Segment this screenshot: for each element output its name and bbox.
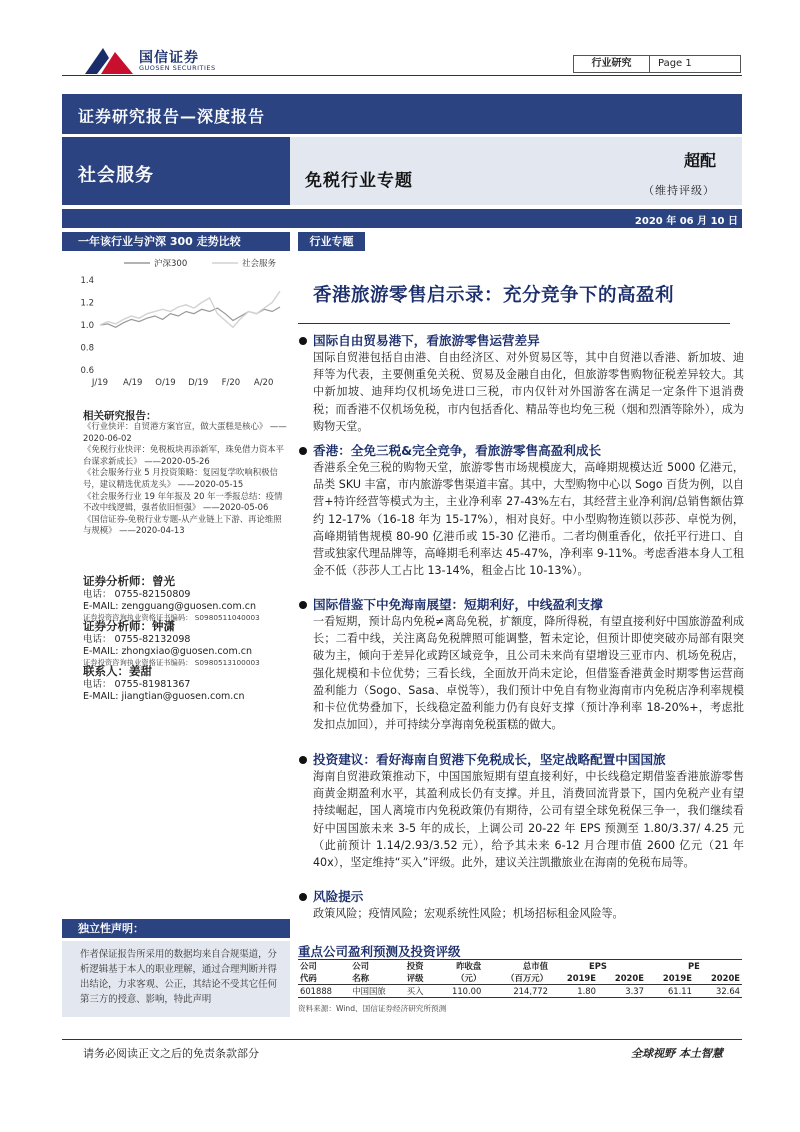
industry-topic-tag: 行业专题 — [298, 232, 365, 251]
table-cell: 中国国旅 — [352, 986, 386, 996]
section-heading: 国际自由贸易港下，看旅游零售运营差异 — [298, 332, 744, 349]
x-tick-label: J/19 — [91, 378, 109, 388]
related-report-item[interactable]: 《社会服务行业 19 年年报及 20 年一季报总结：疫情不改中线逻辑，强者依旧恒强》 ——2020-05-06 — [83, 490, 283, 513]
report-type-band — [62, 94, 742, 134]
footer-rule — [62, 1039, 742, 1040]
industry-name: 社会服务 — [78, 165, 154, 186]
section-investment-advice — [298, 751, 744, 871]
section-text: 香港系全免三税的购物天堂，旅游零售市场规模庞大，高峰期规模达近 5000 亿港元，品类 SKU 丰富，市内旅游零售渠道丰富。其中，大型购物中心以 Sogo 百货为例，以自营+特许经营等模式为主，主业净利率 27-43%左右，其经营主业净利润/总销售额估算约 12-17%（16-18 年为 15-17%），相对良好。中小型购物连锁以莎莎、卓悦为例，高峰期销售规模 80-90 亿港币或 15-30 亿港币。二者均侧重香化，依托平行进口、自营或独家代理品牌等，高峰期毛利率达 45-47%，净利率 9-11%。考虑香港本身人工租金不低（莎莎人工占比 13-14%，租金占比 10-13%）。 — [313, 461, 744, 578]
contact-heading: 联系人：姜甜 — [83, 664, 152, 678]
x-tick-label: D/19 — [188, 378, 209, 388]
logo-en-text: GUOSEN SECURITIES — [139, 64, 216, 72]
table-header-cell: 投资 — [406, 961, 424, 971]
header-section-box — [573, 55, 741, 73]
section-text: 政策风险；疫情风险；宏观系统性风险；机场招标租金风险等。 — [313, 907, 624, 920]
section-hainan-outlook — [298, 596, 744, 733]
table-header-cell: 总市值 — [522, 961, 548, 971]
report-date: 2020 年 06 月 10 日 — [634, 216, 738, 227]
y-tick-label: 1.0 — [80, 321, 94, 331]
related-report-item[interactable]: 《社会服务行业 5 月投资策略：复园复学吹响积极信号，建议精选优质龙头》 ——2020-05-15 — [83, 467, 278, 489]
section-heading: 香港：全免三税&完全竞争，看旅游零售高盈利成长 — [298, 442, 744, 459]
table-header-cell: 2020E — [614, 973, 644, 983]
header-section-label: 行业研究 — [574, 56, 650, 72]
contact-block — [83, 664, 293, 702]
analyst-email[interactable]: E-MAIL: zhongxiao@guosen.com.cn — [83, 645, 252, 657]
analyst-phone: 电话： 0755-82132098 — [83, 634, 191, 645]
analyst-phone: 电话： 0755-82150809 — [83, 589, 191, 600]
logo-cn-text: 国信证券 — [139, 50, 199, 66]
related-reports-title: 相关研究报告： — [83, 410, 157, 422]
y-tick-label: 0.6 — [80, 366, 94, 376]
legend-label: 社会服务 — [242, 259, 277, 269]
legend-label: 沪深300 — [154, 259, 188, 269]
table-header-cell: 昨收盘 — [456, 961, 482, 971]
section-risk — [298, 888, 744, 922]
section-text: 国际自贸港包括自由港、自由经济区、对外贸易区等，其中自贸港以香港、新加坡、迪拜等为代表，主要侧重免关税、贸易及金融自由化，但旅游零售购物征税差异较大。其中新加坡、迪拜均仅机场免进口三税，市内仅针对外国游客在满足一定条件下退消费税；而香港不仅机场免税，市内包括香化、精品等也均免三税（烟和烈酒等除外），成为购物天堂。 — [313, 351, 744, 433]
analyst-block — [83, 619, 293, 669]
table-title: 重点公司盈利预测及投资评级 — [298, 944, 461, 959]
related-reports-list — [83, 421, 289, 537]
forecast-table — [298, 959, 742, 998]
section-hong-kong — [298, 442, 744, 579]
table-header-cell: 公司 — [352, 961, 370, 971]
related-report-item[interactable]: 《免税行业快评：免税板块再添新军，珠免借力资本平台谋求新成长》 ——2020-05-26 — [83, 444, 284, 466]
series-line — [100, 291, 280, 327]
table-cell: 3.37 — [625, 986, 644, 996]
section-text: 海南自贸港政策推动下，中国国旅短期有望直接利好，中长线稳定期借鉴香港旅游零售商黄金期盈利水平，其盈利成长仍有支撑。并且，消费回流背景下，国内免税产业有望持续崛起，国人离境市内免税政策仍有期待，公司有望全球免税保三争一，我们继续看好中国国旅未来 3-5 年的成长，上调公司 20-22 年 EPS 预测至 1.80/3.37/ 4.25 元（此前预计 1.14/2.93/3.52 元），给予其未来 6-12 月合理市值 2600 亿元（21 年 40x），坚定维持“买入”评级。此外，建议关注凯撒旅业在海南的免税布局等。 — [313, 770, 744, 870]
y-tick-label: 1.4 — [80, 276, 94, 286]
table-cell: 61.11 — [667, 986, 692, 996]
table-header-row — [298, 960, 742, 973]
analyst-cert: 证券投资咨询执业资格证书编码： S0980511040003 — [83, 613, 260, 623]
table-header-row — [298, 972, 742, 985]
table-row — [298, 985, 742, 998]
main-title: 香港旅游零售启示录：充分竞争下的高盈利 — [313, 285, 675, 306]
x-tick-label: A/19 — [122, 378, 143, 388]
section-heading: 国际借鉴下中免海南展望：短期利好，中线盈利支撑 — [298, 596, 744, 613]
section-heading: 投资建议：看好海南自贸港下免税成长，坚定战略配置中国国旅 — [298, 751, 744, 768]
table-cell: 601888 — [300, 986, 332, 996]
table-header-cell: 2019E — [662, 973, 692, 983]
table-header-cell: （百万元） — [506, 973, 548, 983]
related-report-item[interactable]: 《行业快评：自贸港方案官宣，做大蛋糕是核心》 ——2020-06-02 — [83, 421, 287, 443]
table-cell: 买入 — [406, 986, 424, 996]
table-cell: 32.64 — [716, 986, 740, 996]
analyst-heading: 证券分析师：钟潇 — [83, 619, 175, 633]
header-rule — [62, 75, 742, 76]
footer-slogan: 全球视野 本土智慧 — [631, 1047, 723, 1060]
rating-value: 超配 — [684, 151, 717, 170]
rating-note: （维持评级） — [643, 184, 715, 197]
report-type: 证券研究报告—深度报告 — [78, 107, 266, 126]
table-cell: 1.80 — [577, 986, 596, 996]
declaration-title: 独立性声明： — [62, 919, 290, 938]
related-report-item[interactable]: 《国信证券-免税行业专题-从产业链上下游、再论维照与规模》 ——2020-04-13 — [83, 513, 282, 536]
section-heading: 风险提示 — [298, 888, 744, 905]
table-header-cell: 2019E — [566, 973, 596, 983]
y-tick-label: 1.2 — [80, 298, 94, 309]
chart-title: 一年该行业与沪深 300 走势比较 — [62, 232, 290, 251]
industry-band — [62, 137, 290, 205]
table-header-cell: 公司 — [300, 961, 317, 971]
section-text: 一看短期，预计岛内免税≠离岛免税，扩额度，降所得税，有望直接利好中国旅游盈利成长；二看中线，关注离岛免税牌照可能调整，暂未定论，但预计即使突破亦局部有限突破为主，倾向于差异化或跨区域竞争，且公司未来尚有望增设三亚市内、机场免税店，强化规模和卡位优势；三看长线，全面放开尚未定论，但借鉴香港黄金时期零售运营商盈利能力（Sogo、Sasa、卓悦等），我们预计中免自有物业海南市内免税店净利率规模和卡位优势叠加下，长线稳定盈利能力仍有良好支撑（预计净利率 18-20%+，考虑批发扣点加回），并可持续分享海南免税蛋糕的做大。 — [313, 615, 744, 732]
table-header-cell: 2020E — [710, 973, 740, 983]
analyst-heading: 证券分析师：曾光 — [83, 574, 175, 588]
table-header-cell: 评级 — [406, 973, 424, 983]
table-header-cell: EPS — [589, 961, 607, 971]
table-header-cell: （元） — [456, 973, 482, 983]
table-header-cell: 代码 — [300, 973, 317, 983]
topic-title: 免税行业专题 — [305, 171, 413, 191]
declaration-text: 作者保证报告所采用的数据均来自合规渠道，分析逻辑基于本人的职业理解，通过合理判断并得出结论，力求客观、公正，其结论不受其它任何第三方的授意、影响，特此声明 — [62, 941, 290, 1017]
analyst-block — [83, 574, 293, 624]
table-header-cell: 名称 — [352, 973, 370, 983]
analyst-cert: 证券投资咨询执业资格证书编码： S0980513100003 — [83, 658, 260, 668]
date-bar — [62, 209, 742, 228]
x-tick-label: A/20 — [253, 378, 274, 388]
table-source: 资料来源：Wind、国信证券经济研究所预测 — [298, 1004, 447, 1013]
table-cell: 214,772 — [513, 986, 548, 996]
y-tick-label: 0.8 — [80, 343, 94, 354]
contact-email[interactable]: E-MAIL: jiangtian@guosen.com.cn — [83, 690, 245, 702]
x-tick-label: O/19 — [155, 378, 176, 388]
trend-chart — [62, 254, 292, 392]
header-page-label: Page 1 — [658, 58, 692, 69]
footer-disclaimer: 请务必阅读正文之后的免责条款部分 — [83, 1047, 259, 1060]
guosen-logo-icon — [83, 44, 135, 78]
section-free-trade-port — [298, 332, 744, 435]
analyst-email[interactable]: E-MAIL: zengguang@guosen.com.cn — [83, 600, 256, 612]
title-rule — [298, 323, 730, 324]
table-cell: 110.00 — [452, 986, 482, 996]
table-header-cell: PE — [688, 961, 700, 971]
contact-phone: 电话： 0755-81981367 — [83, 679, 191, 690]
x-tick-label: F/20 — [221, 378, 241, 388]
